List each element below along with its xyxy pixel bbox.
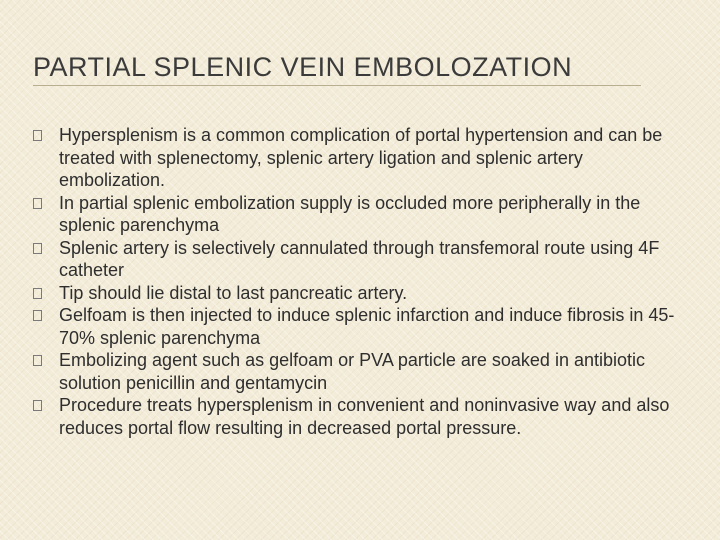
bullet-item bbox=[33, 124, 693, 192]
title-underline bbox=[33, 85, 641, 86]
bullet-box-icon bbox=[33, 198, 42, 209]
slide-title: PARTIAL SPLENIC VEIN EMBOLOZATION bbox=[33, 52, 573, 82]
bullet-text: Splenic artery is selectively cannulated through transfemoral route using 4F catheter bbox=[59, 237, 660, 280]
bullet-text: Embolizing agent such as gelfoam or PVA particle are soaked in antibiotic solution penicillin and gentamycin bbox=[59, 350, 645, 393]
bullet-text: Procedure treats hypersplenism in convenient and noninvasive way and also reduces portal flow resulting in decreased portal pressure. bbox=[59, 395, 670, 438]
bullet-box-icon bbox=[33, 243, 42, 254]
bullet-item bbox=[33, 282, 693, 305]
bullet-box-icon bbox=[33, 400, 42, 411]
bullet-list bbox=[33, 124, 693, 439]
bullet-box-icon bbox=[33, 310, 42, 321]
bullet-item bbox=[33, 192, 693, 237]
bullet-box-icon bbox=[33, 288, 42, 299]
bullet-text: In partial splenic embolization supply is occluded more peripherally in the splenic parenchyma bbox=[59, 192, 641, 235]
bullet-item bbox=[33, 394, 693, 439]
bullet-text: Gelfoam is then injected to induce splenic infarction and induce fibrosis in 45-70% splenic parenchyma bbox=[59, 305, 675, 348]
bullet-item bbox=[33, 304, 693, 349]
bullet-text: Tip should lie distal to last pancreatic artery. bbox=[59, 282, 408, 303]
bullet-item bbox=[33, 349, 693, 394]
bullet-box-icon bbox=[33, 130, 42, 141]
bullet-box-icon bbox=[33, 355, 42, 366]
bullet-text: Hypersplenism is a common complication of portal hypertension and can be treated with splenectomy, splenic artery ligation and splenic artery embolization. bbox=[59, 125, 663, 190]
bullet-item bbox=[33, 237, 693, 282]
